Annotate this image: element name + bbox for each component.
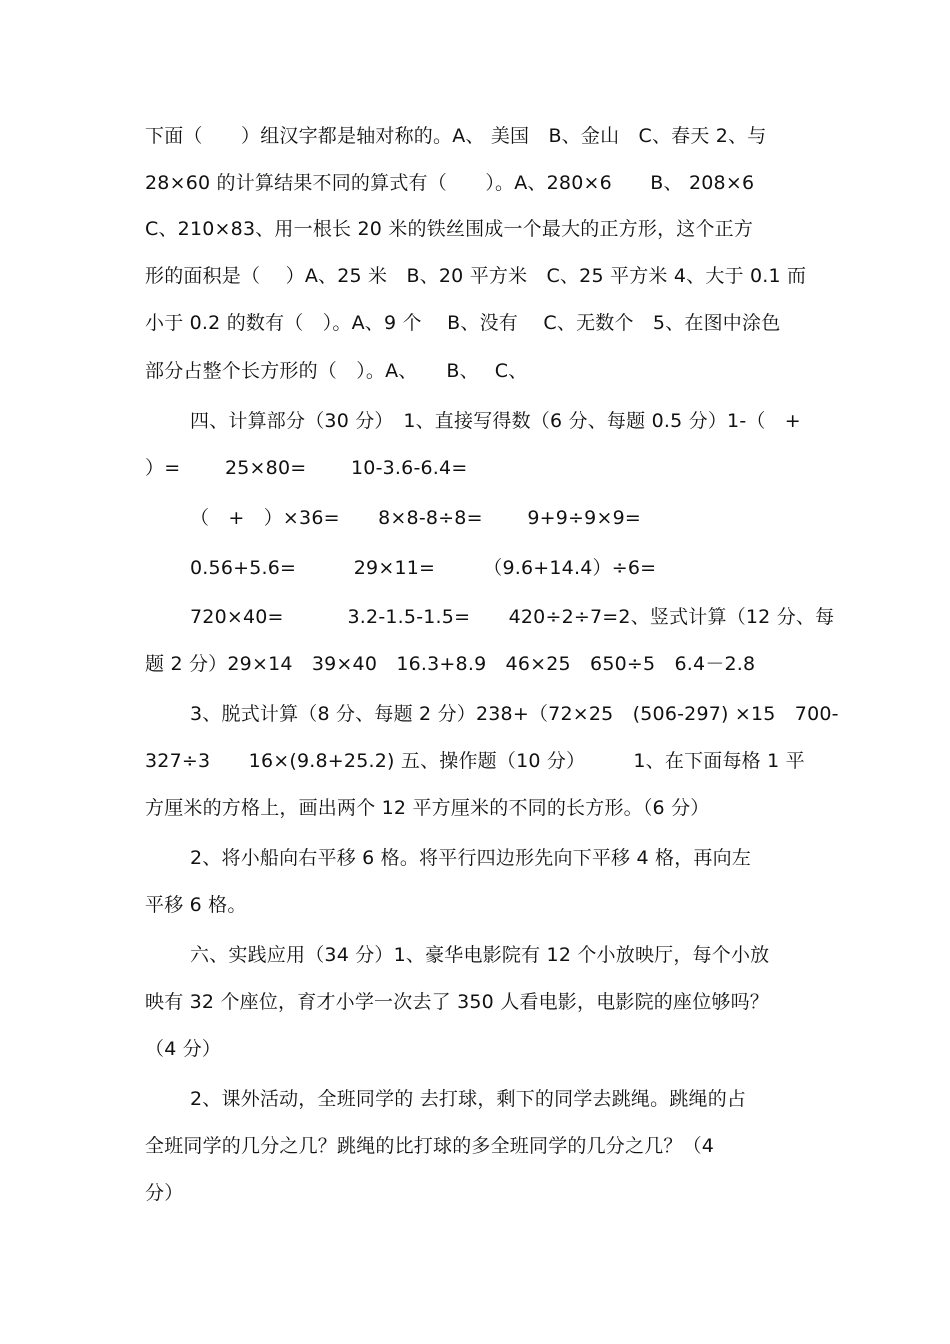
text-line-2: 28×60 的计算结果不同的算式有（ ）。A、280×6 B、 208×6	[145, 172, 755, 194]
text-line-20: （4 分）	[145, 1038, 222, 1060]
text-line-5: 小于 0.2 的数有（ ）。A、9 个 B、没有 C、无数个 5、在图中涂色	[145, 312, 781, 334]
text-line-6: 部分占整个长方形的（ ）。A、 B、 C、	[145, 360, 528, 382]
text-line-4: 形的面积是（ ）A、25 米 B、20 平方米 C、25 平方米 4、大于 0.1 而	[145, 265, 807, 287]
text-line-11: 720×40= 3.2-1.5-1.5= 420÷2÷7=2、竖式计算（12 分、每	[190, 606, 835, 628]
text-line-15: 方厘米的方格上，画出两个 12 平方厘米的不同的长方形。（6 分）	[145, 797, 710, 819]
text-line-1: 下面（ ）组汉字都是轴对称的。A、 美国 B、金山 C、春天 2、与	[145, 125, 767, 147]
section-six-heading: 六、实践应用（34 分）1、豪华电影院有 12 个小放映厅，每个小放	[190, 944, 770, 966]
section-four-heading: 四、计算部分（30 分） 1、直接写得数（6 分、每题 0.5 分）1-（ +	[190, 410, 801, 432]
text-line-9: （ + ）×36= 8×8-8÷8= 9+9÷9×9=	[190, 507, 641, 529]
text-line-13: 3、脱式计算（8 分、每题 2 分）238+（72×25 (506-297) ×15 700-	[190, 703, 839, 725]
text-line-10: 0.56+5.6= 29×11= （9.6+14.4）÷6=	[190, 557, 657, 579]
text-line-21: 2、课外活动，全班同学的 去打球，剩下的同学去跳绳。跳绳的占	[190, 1088, 747, 1110]
text-line-22: 全班同学的几分之几？跳绳的比打球的多全班同学的几分之几？（4	[145, 1135, 715, 1157]
text-line-16: 2、将小船向右平移 6 格。将平行四边形先向下平移 4 格，再向左	[190, 847, 752, 869]
text-line-17: 平移 6 格。	[145, 894, 247, 916]
text-line-12: 题 2 分）29×14 39×40 16.3+8.9 46×25 650÷5 6.4－2.8	[145, 653, 756, 675]
text-line-19: 映有 32 个座位，育才小学一次去了 350 人看电影，电影院的座位够吗？	[145, 991, 770, 1013]
text-line-23: 分）	[145, 1182, 184, 1204]
text-line-8: ）= 25×80= 10-3.6-6.4=	[145, 457, 468, 479]
text-line-14: 327÷3 16×(9.8+25.2) 五、操作题（10 分） 1、在下面每格 1 平	[145, 750, 805, 772]
text-line-3: C、210×83、用一根长 20 米的铁丝围成一个最大的正方形，这个正方	[145, 218, 754, 240]
